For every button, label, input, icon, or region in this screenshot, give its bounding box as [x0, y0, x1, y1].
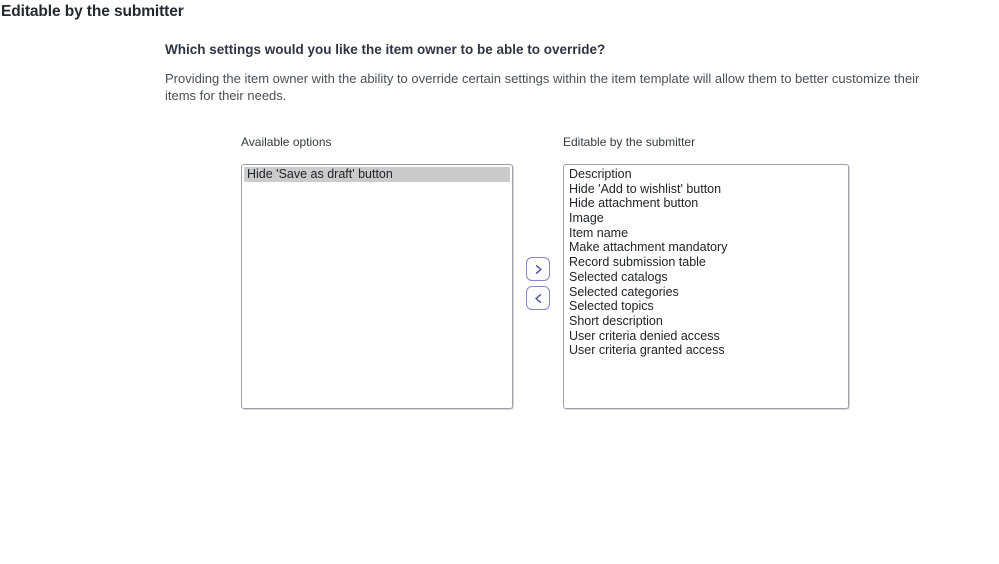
list-option[interactable]: Record submission table	[569, 255, 706, 270]
available-options-listbox[interactable]	[241, 164, 513, 409]
list-option[interactable]: Item name	[569, 225, 629, 240]
chevron-left-icon	[532, 292, 545, 305]
list-option[interactable]: Hide attachment button	[569, 196, 699, 211]
list-option[interactable]: User criteria granted access	[569, 343, 725, 358]
chevron-right-icon	[532, 263, 545, 276]
list-option[interactable]: User criteria denied access	[569, 328, 720, 343]
question-text: Which settings would you like the item owner to be able to override?	[165, 42, 606, 57]
list-option[interactable]: Description	[569, 167, 632, 181]
list-option[interactable]: Selected topics	[569, 299, 654, 314]
move-controls	[526, 257, 550, 310]
available-options-label: Available options	[241, 135, 332, 149]
page-title: Editable by the submitter	[1, 3, 184, 20]
editable-by-submitter-listbox[interactable]	[563, 164, 849, 409]
description-text: Providing the item owner with the ability to override certain settings within the item template will allow them to better customize their items for their needs.	[165, 71, 920, 103]
editable-by-submitter-label: Editable by the submitter	[563, 135, 696, 149]
list-option[interactable]: Make attachment mandatory	[569, 240, 728, 255]
list-option[interactable]: Hide 'Add to wishlist' button	[569, 181, 722, 196]
move-left-button[interactable]	[526, 286, 550, 310]
list-option[interactable]: Selected catalogs	[569, 269, 668, 284]
list-option[interactable]: Hide 'Save as draft' button	[244, 167, 510, 182]
move-right-button[interactable]	[526, 257, 550, 281]
list-option[interactable]: Short description	[569, 313, 663, 328]
list-option[interactable]: Image	[569, 211, 604, 226]
list-option[interactable]: Selected categories	[569, 284, 679, 299]
